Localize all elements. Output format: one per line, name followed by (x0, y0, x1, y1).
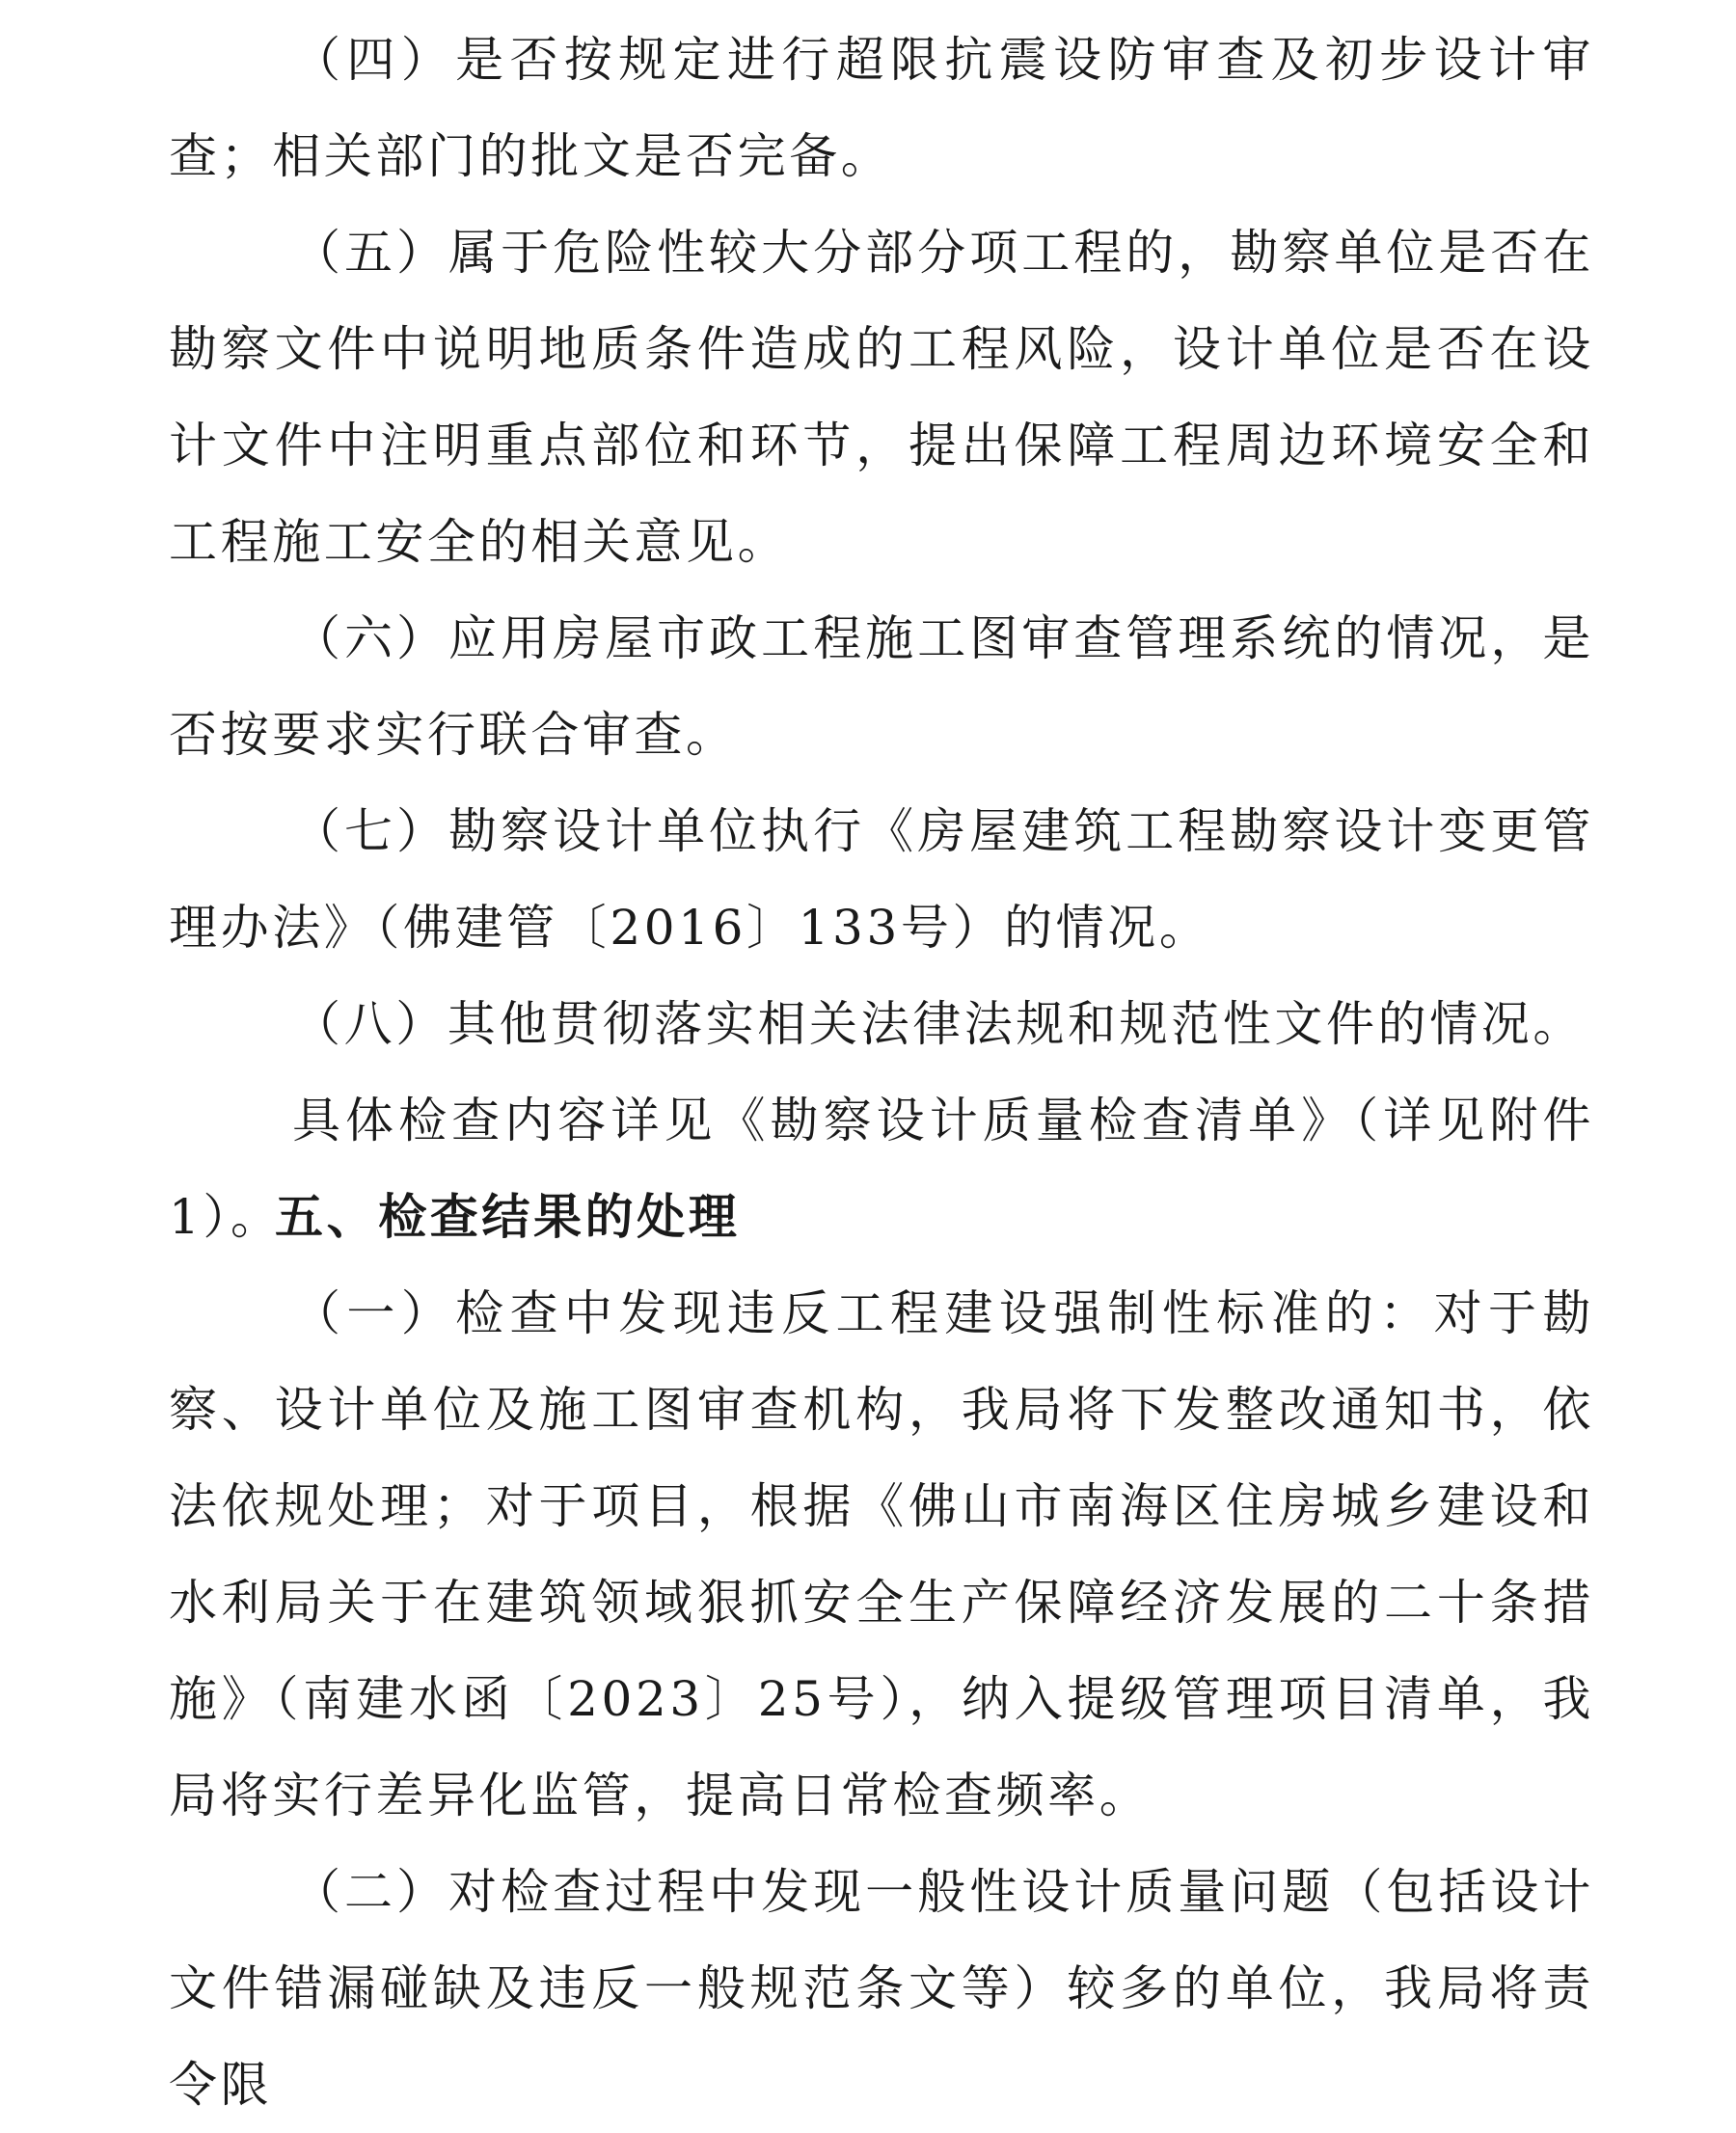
paragraph-item-5: （五）属于危险性较大分部分项工程的，勘察单位是否在勘察文件中说明地质条件造成的工程风险，设计单位是否在设计文件中注明重点部位和环节，提出保障工程周边环境安全和工程施工安全的相关意见。 (169, 225, 1594, 570)
paragraph-item-6: （六）应用房屋市政工程施工图审查管理系统的情况，是否按要求实行联合审查。 (169, 610, 1594, 763)
paragraph-item-4: （四）是否按规定进行超限抗震设防审查及初步设计审查；相关部门的批文是否完备。 (169, 32, 1594, 184)
paragraph-result-item-1: （一）检查中发现违反工程建设强制性标准的：对于勘察、设计单位及施工图审查机构，我局将下发整改通知书，依法依规处理；对于项目，根据《佛山市南海区住房城乡建设和水利局关于在建筑领域狠抓安全生产保障经济发展的二十条措施》（南建水函〔2023〕25号），纳入提级管理项目清单，我局将实行差异化监管，提高日常检查频率。 (169, 1285, 1594, 1823)
checklist-note: 具体检查内容详见《勘察设计质量检查清单》（详见附件1）。 (169, 1093, 1594, 1245)
section-heading: 五、检查结果的处理 (275, 1189, 741, 1245)
paragraph-result-item-2: （二）对检查过程中发现一般性设计质量问题（包括设计文件错漏碰缺及违反一般规范条文等）较多的单位，我局将责令限 (169, 1864, 1594, 2113)
paragraph-item-8: （八）其他贯彻落实相关法律法规和规范性文件的情况。 (292, 996, 1585, 1052)
paragraph-item-7: （七）勘察设计单位执行《房屋建筑工程勘察设计变更管理办法》（佛建管〔2016〕133号）的情况。 (169, 803, 1594, 956)
